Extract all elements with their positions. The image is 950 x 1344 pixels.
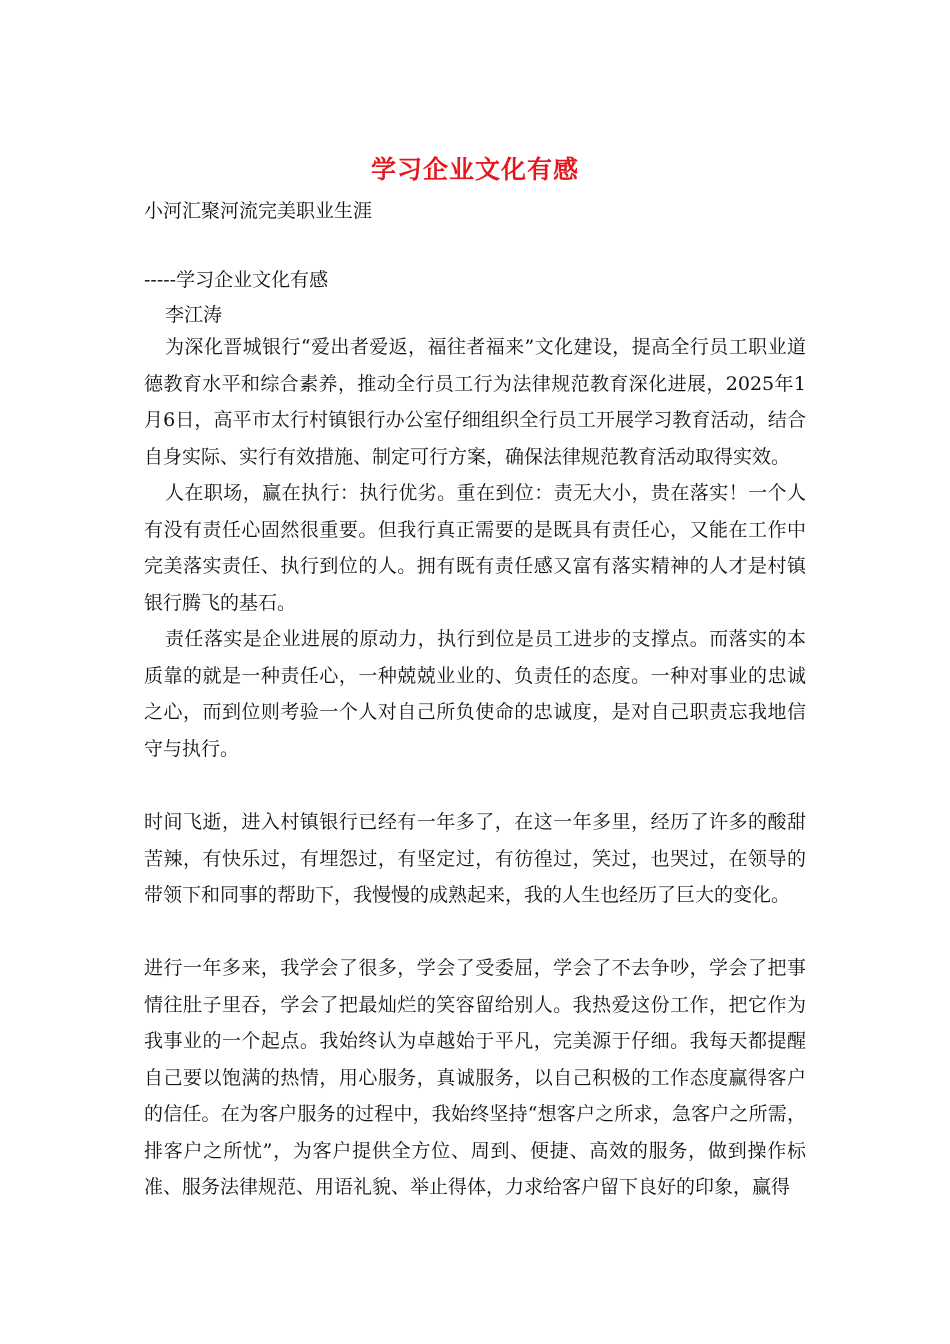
paragraph-4: 时间飞逝，进入村镇银行已经有一年多了，在这一年多里，经历了许多的酸甜苦辣，有快乐过，有埋怨过，有坚定过，有彷徨过，笑过，也哭过，在领导的带领下和同事的帮助下，我慢慢的成熟起来，我的人生也经历了巨大的变化。 <box>144 811 806 906</box>
paragraph-5: 进行一年多来，我学会了很多，学会了受委屈，学会了不去争吵，学会了把事情往肚子里吞，学会了把最灿烂的笑容留给别人。我热爱这份工作，把它作为我事业的一个起点。我始终认为卓越始于平凡，完美源于仔细。我每天都提醒自己要以饱满的热情，用心服务，真诚服务，以自己积极的工作态度赢得客户的信任。在为客户服务的过程中，我始终坚持“想客户之所求，急客户之所需，排客户之所忧”，为客户提供全方位、周到、便捷、高效的服务，做到操作标准、服务法律规范、用语礼貌、举止得体，力求给客户留下良好的印象，赢得 <box>144 957 806 1198</box>
author-name: 李江涛 <box>165 304 223 326</box>
paragraph-1: 为深化晋城银行“爱出者爱返，福往者福来”文化建设，提高全行员工职业道德教育水平和综合素养，推动全行员工行为法律规范教育深化进展，2025年1月6日，高平市太行村镇银行办公室仔细组织全行员工开展学习教育活动，结合自身实际、实行有效措施、制定可行方案，确保法律规范教育活动取得实效。 <box>144 336 806 468</box>
paragraph-3: 责任落实是企业进展的原动力，执行到位是员工进步的支撑点。而落实的本质靠的就是一种责任心，一种兢兢业业的、负责任的态度。一种对事业的忠诚之心，而到位则考验一个人对自己所负使命的忠诚度，是对自己职责忘我地信守与执行。 <box>144 628 806 760</box>
document-title: 学习企业文化有感 <box>370 155 579 184</box>
section-heading: -----学习企业文化有感 <box>144 269 329 291</box>
document-subtitle: 小河汇聚河流完美职业生涯 <box>144 200 373 222</box>
paragraph-2: 人在职场，赢在执行：执行优劣。重在到位：责无大小，贵在落实！一个人有没有责任心固然很重要。但我行真正需要的是既具有责任心，又能在工作中完美落实责任、执行到位的人。拥有既有责任感又富有落实精神的人才是村镇银行腾飞的基石。 <box>144 482 806 614</box>
